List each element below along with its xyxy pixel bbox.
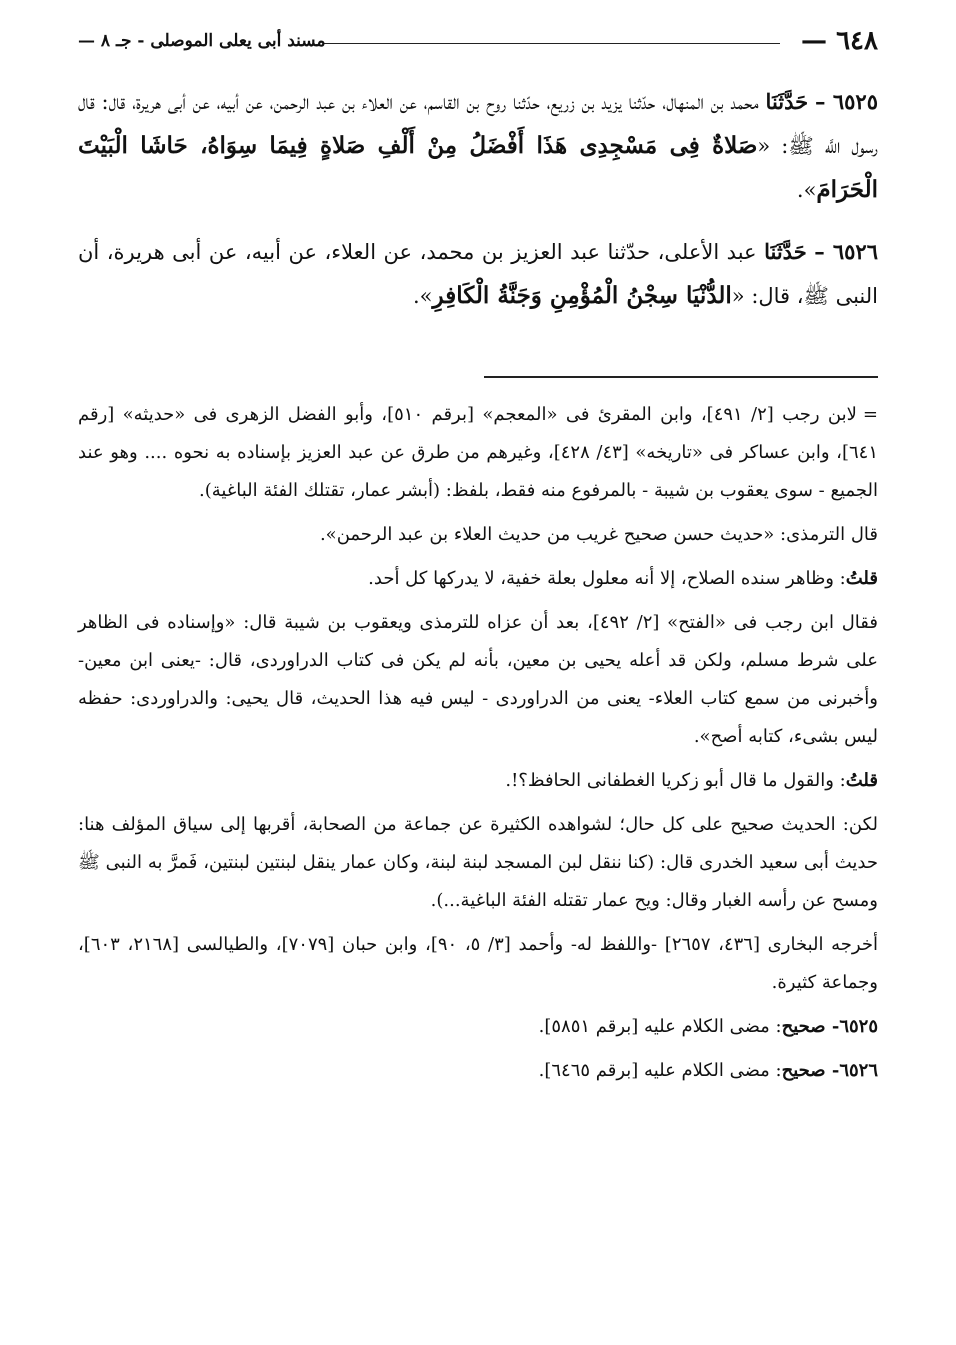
footnote-3 <box>78 560 878 598</box>
page-number: ٦٤٨ — <box>801 26 878 56</box>
footnote-4: فقال ابن رجب فى «الفتح» [٢/ ٤٩٢]، بعد أن عزاه للترمذى ويعقوب بن شيبة قال: «وإسناده فى الظاهر على شرط مسلم، ولكن قد أعله يحيى بن معين، بأنه لم يكن فى كتاب الدراوردى، قال: -يعنى ابن معين- وأخبرنى من سمع كتاب العلاء- يعنى من الدراوردى - ليس فيه هذا الحديث، قال يحيى: والدراوردى: حفظه ليس بشىء، كتابه أصح». <box>78 612 878 747</box>
hadith-keyword: حَدَّثَنَا <box>764 239 807 264</box>
footnote-separator <box>484 376 878 378</box>
hadith-saying: صَلاةٌ فِى مَسْجِدِى هَذَا أَفْضَلُ مِنْ أَلْفِ صَلاةٍ فِيمَا سِوَاهُ، حَاشَا الْبَيْتَ الْحَرَامَ <box>78 132 878 203</box>
main-text <box>78 80 878 336</box>
note-label: ٦٥٢٦- صحيح <box>781 1060 878 1081</box>
page-header <box>78 24 878 58</box>
footnote-text: : والقول ما قال أبو زكريا الغطفانى الحافظ؟!. <box>505 770 846 791</box>
footnote-text: : وظاهر سنده الصلاح، إلا أنه معلول بعلة خفية، لا يدركها كل أحد. <box>368 568 846 589</box>
footnote-1 <box>78 396 878 510</box>
footnotes <box>78 396 878 1096</box>
footnote-text: : مضى الكلام عليه [برقم ٦٤٦٥]. <box>538 1060 782 1081</box>
footnote-8 <box>78 1008 878 1046</box>
hadith-chain: عبد الأعلى، حدّثنا عبد العزيز بن محمد، عن العلاء، عن أبيه، عن أبى هريرة، أن النبى ﷺ، قال: « <box>78 240 878 308</box>
footnote-9 <box>78 1052 878 1090</box>
note-label: قلتُ <box>845 568 878 589</box>
hadith-6525 <box>78 80 878 212</box>
header-rule <box>323 43 780 44</box>
hadith-saying: الدُّنْيَا سِجْنُ الْمُؤْمِنِ وَجَنَّةُ الْكَافِرِ <box>432 282 732 309</box>
hadith-chain: محمد بن المنهال، حدّثنا يزيد بن زريع، حدّثنا روح بن القاسم، عن العلاء بن عبد الرحمن، عن أبيه، عن أبى هريرة، قال: قال رسول اللَّه ﷺ: « <box>78 90 878 158</box>
running-title: مسند أبى يعلى الموصلى - جـ ٨ — <box>78 31 326 51</box>
note-label: ٦٥٢٥- صحيح <box>781 1016 878 1037</box>
footnote-7: أخرجه البخارى [٤٣٦، ٢٦٥٧] -واللفظ له- وأحمد [٣/ ٥، ٩٠]، وابن حبان [٧٠٧٩]، والطيالسى [٢١٦٨، ٦٠٣]، وجماعة كثيرة. <box>78 934 878 993</box>
hadith-number: ٦٥٢٦ – <box>814 239 878 264</box>
footnote-5 <box>78 762 878 800</box>
hadith-number: ٦٥٢٥ – <box>814 89 878 114</box>
footnote-text: لابن رجب [٢/ ٤٩١]، وابن المقرئ فى «المعجم» [برقم ٥١٠]، وأبو الفضل الزهرى فى «حديثه» [رقم ٦٤١]، وابن عساكر فى «تاريخه» [٤٣/ ٤٢٨]، وغيرهم من طرق عن عبد العزيز بإسناده به نحوه .... وهو عند الجميع - سوى يعقوب بن شيبة - بالمرفوع منه فقط، بلفظ: (أبشر عمار، تقتلك الفئة الباغية). <box>78 404 878 501</box>
hadith-6526 <box>78 230 878 318</box>
footnote-6: لكن: الحديث صحيح على كل حال؛ لشواهده الكثيرة عن جماعة من الصحابة، أقربها إلى سياق المؤلف هنا: حديث أبى سعيد الخدرى قال: (كنا ننقل لبن المسجد لبنة لبنة، وكان عمار ينقل لبنتين لبنتين، فَمرَّ به النبى ﷺ ومسح عن رأسه الغبار وقال: ويح عمار تقتله الفئة الباغية...). <box>78 814 878 911</box>
footnote-2: قال الترمذى: «حديث حسن صحيح غريب من حديث العلاء بن عبد الرحمن». <box>319 524 878 545</box>
hadith-closing: ». <box>796 178 817 202</box>
footnote-text: : مضى الكلام عليه [برقم ٥٨٥١]. <box>538 1016 782 1037</box>
hadith-keyword: حَدَّثَنَا <box>765 89 809 114</box>
hadith-closing: ». <box>412 284 433 308</box>
continuation-mark: = <box>862 404 878 425</box>
note-label: قلتُ <box>845 770 878 791</box>
